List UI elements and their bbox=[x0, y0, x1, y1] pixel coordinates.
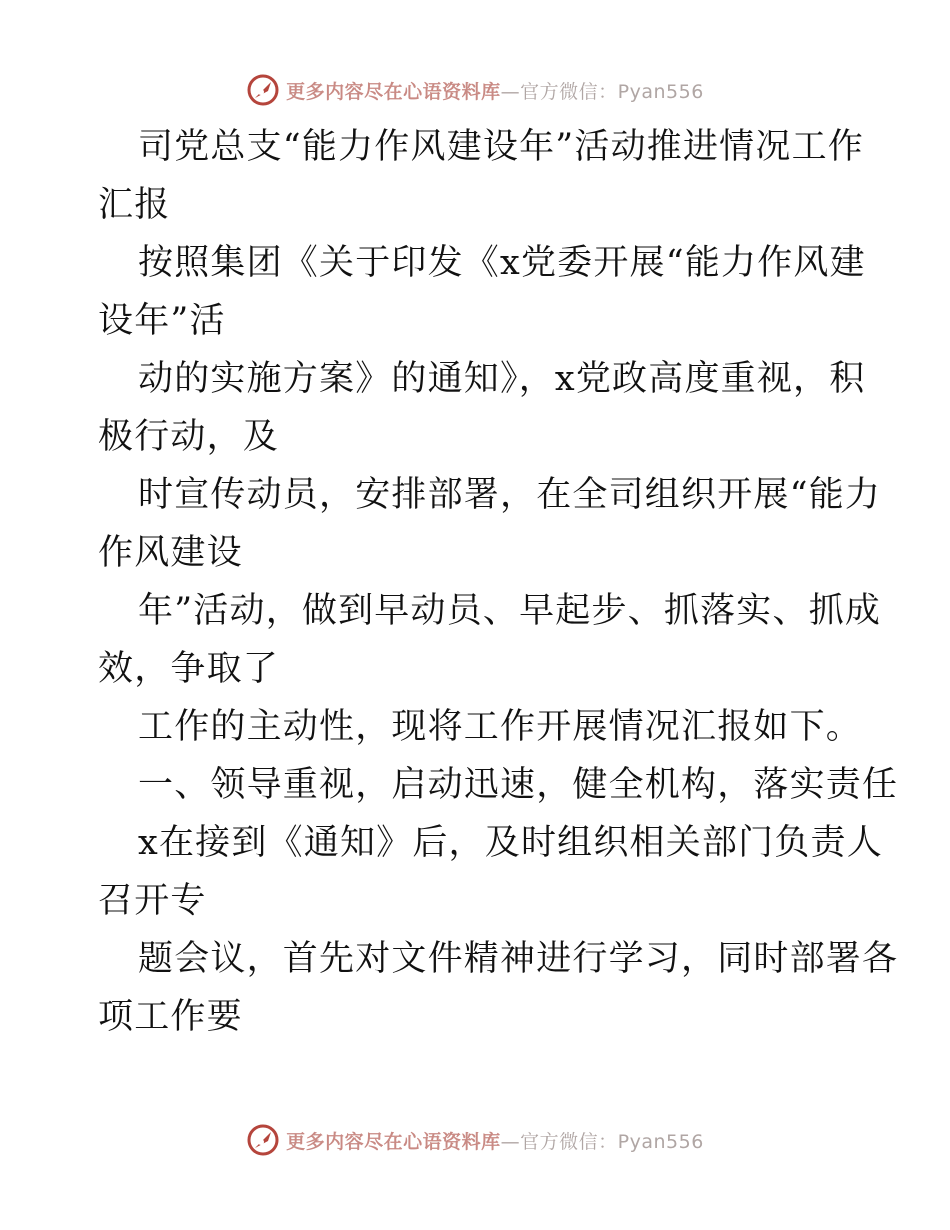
text-line: 作风建设 bbox=[98, 533, 243, 573]
watermark-site-text: 更多内容尽在心语资料库 bbox=[286, 80, 501, 103]
text-line: 极行动，及 bbox=[98, 417, 280, 457]
text-line: 一、领导重视，启动迅速，健全机构，落实责任 bbox=[138, 765, 899, 805]
text-line: 设年”活 bbox=[98, 301, 226, 341]
text-line: 召开专 bbox=[98, 881, 207, 921]
text-line: 效，争取了 bbox=[98, 649, 280, 689]
text-line: 动的实施方案》的通知》，x党政高度重视，积 bbox=[138, 359, 866, 399]
text-line: 汇报 bbox=[98, 185, 171, 225]
text-line: 时宣传动员，安排部署，在全司组织开展“能力 bbox=[138, 475, 882, 515]
header-watermark bbox=[0, 70, 950, 110]
text-line: 年”活动，做到早动员、早起步、抓落实、抓成 bbox=[138, 591, 882, 631]
text-line: 按照集团《关于印发《x党委开展“能力作风建 bbox=[138, 243, 866, 283]
footer-watermark bbox=[0, 1120, 950, 1160]
watermark-text bbox=[286, 1127, 704, 1154]
watermark-wechat-text: 官方微信：Pyan556 bbox=[520, 1130, 704, 1153]
text-line: x在接到《通知》后，及时组织相关部门负责人 bbox=[138, 823, 883, 863]
text-line: 工作的主动性，现将工作开展情况汇报如下。 bbox=[138, 707, 863, 747]
red-quill-logo-icon bbox=[246, 1123, 280, 1157]
watermark-separator: — bbox=[500, 80, 521, 103]
watermark-site-text: 更多内容尽在心语资料库 bbox=[286, 1130, 501, 1153]
text-line: 司党总支“能力作风建设年”活动推进情况工作 bbox=[138, 127, 864, 167]
text-line: 项工作要 bbox=[98, 997, 243, 1037]
watermark-wechat-text: 官方微信：Pyan556 bbox=[520, 80, 704, 103]
watermark-text bbox=[286, 77, 704, 104]
text-line: 题会议，首先对文件精神进行学习，同时部署各 bbox=[138, 939, 899, 979]
watermark-separator: — bbox=[500, 1130, 521, 1153]
document-body bbox=[98, 118, 899, 1046]
red-quill-logo-icon bbox=[246, 73, 280, 107]
